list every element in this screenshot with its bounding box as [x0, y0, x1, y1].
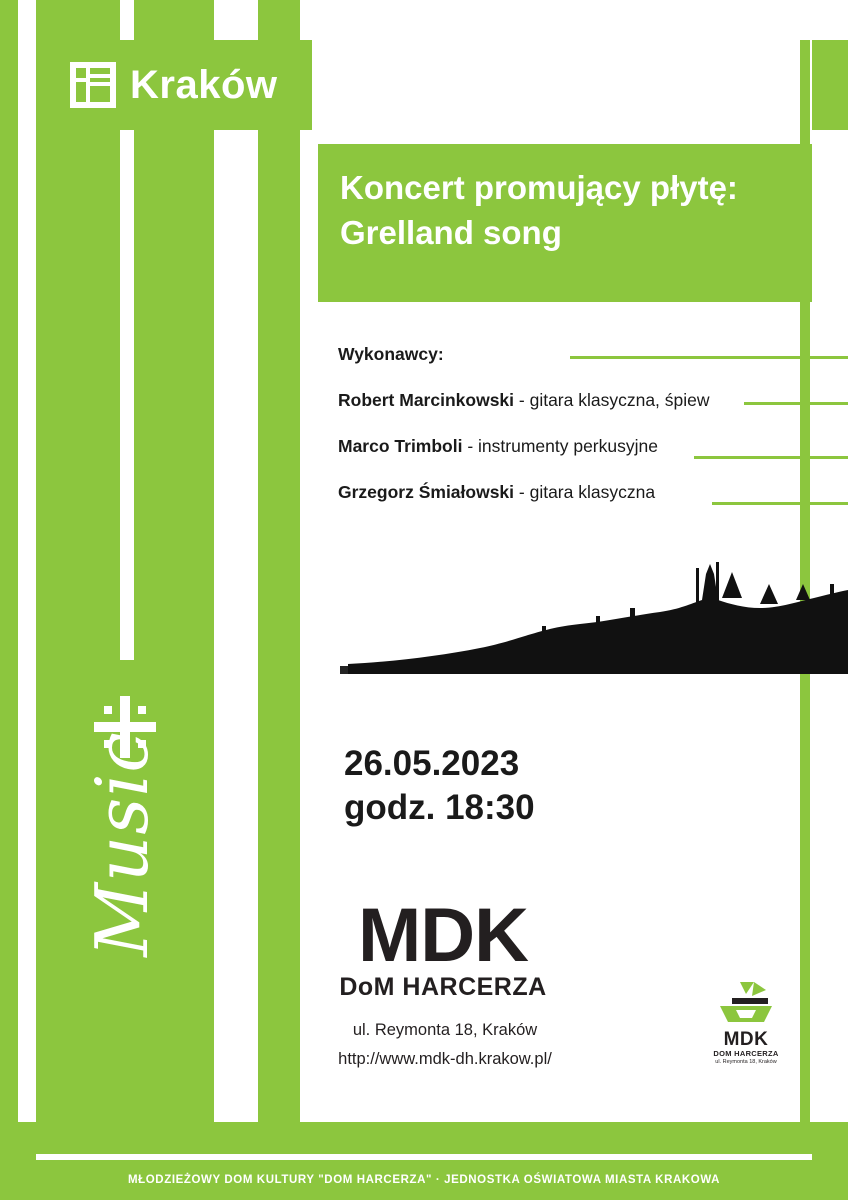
event-title-line-2: Grelland song [340, 213, 562, 251]
background-green-corner-block [812, 40, 848, 130]
footer-text: MŁODZIEŻOWY DOM KULTURY "DOM HARCERZA" · JEDNOSTKA OŚWIATOWA MIASTA KRAKOWA [127, 1174, 721, 1186]
event-title-panel [318, 144, 812, 302]
music-logo-text: Music [80, 731, 164, 957]
mdk-badge-address: ul. Reymonta 18, Kraków [715, 1058, 777, 1065]
krakow-crest-icon [70, 62, 116, 108]
event-datetime [344, 742, 535, 830]
mdk-badge-sub: DOM HARCERZA [713, 1049, 779, 1058]
footer-divider [36, 1154, 812, 1160]
performer-row [338, 390, 808, 436]
performers-heading [338, 344, 808, 390]
performer-role: - gitara klasyczna, śpiew [514, 390, 710, 410]
performers-heading-text: Wykonawcy: [338, 344, 444, 364]
event-time: godz. 18:30 [344, 787, 535, 827]
background-white-stripe-3 [214, 0, 258, 1122]
performer-role: - gitara klasyczna [514, 482, 656, 502]
performer-name: Marco Trimboli [338, 436, 463, 456]
event-title-line-1: Koncert promujący płytę: [340, 169, 738, 206]
background-green-strip [258, 0, 300, 1200]
krakow-logo-text: Kraków [130, 63, 278, 107]
performer-name: Robert Marcinkowski [338, 390, 515, 410]
venue-url[interactable]: http://www.mdk-dh.krakow.pl/ [338, 1050, 552, 1068]
krakow-logo [36, 40, 312, 130]
mdk-logo-sub: DoM HARCERZA [339, 973, 547, 1002]
city-skyline-illustration [330, 556, 848, 682]
background-white-stripe-1 [18, 0, 36, 1200]
mdk-logo-main: MDK [357, 893, 529, 978]
footer-bar [0, 1122, 848, 1200]
music-logo [60, 690, 200, 1010]
performer-row [338, 482, 808, 528]
mdk-badge [700, 980, 792, 1066]
event-date: 26.05.2023 [344, 744, 520, 783]
performer-role: - instrumenty perkusyjne [462, 436, 658, 456]
mdk-badge-title: MDK [723, 1029, 769, 1050]
mdk-logo [338, 893, 548, 1002]
performer-row [338, 436, 808, 482]
performer-name: Grzegorz Śmiałowski [338, 482, 515, 502]
venue-address: ul. Reymonta 18, Kraków [352, 1021, 538, 1039]
performers-list [338, 344, 808, 528]
mdk-badge-icon [710, 980, 782, 1026]
